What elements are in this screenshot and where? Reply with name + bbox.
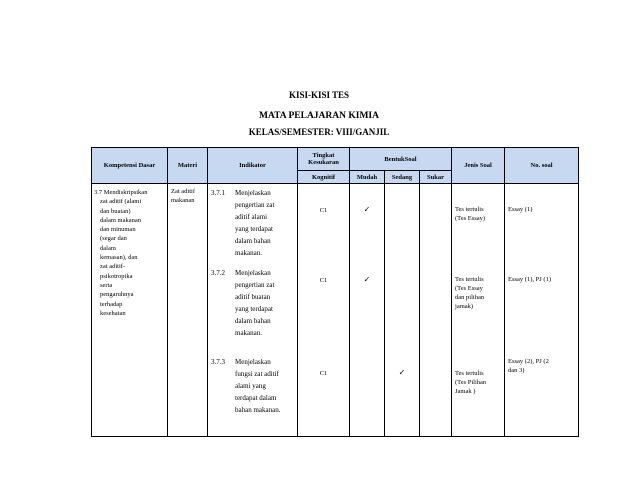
kd-line: kemasan), dan [100,254,138,262]
header-indikator: Indikator [208,148,298,184]
header-kognitif: Kognitif [298,171,350,184]
kd-line: 3.7 Mendiskripsikan [94,189,148,196]
header-kompetensi-dasar: Kompetensi Dasar [92,148,168,184]
kd-line: zat aditif (alami [100,198,142,206]
materi-line: makanan [171,196,195,204]
indikator-text [235,188,297,259]
jenis-soal-line: (Tes Essay) [455,214,486,222]
jenis-soal-line: dan pilihan [455,293,485,301]
indikator-line: yang terdapat [235,224,273,233]
kd-line: zat aditif- [100,263,126,271]
indikator-item [208,357,297,417]
jenis-soal-value [452,370,504,397]
jenis-soal-value [452,276,504,312]
jenis-soal-line: jamak) [455,302,474,310]
kd-line: terhadap [100,300,123,308]
kd-line: (segar dan [100,235,127,243]
mudah-check-mark: ✓ [363,205,371,214]
indikator-number: 3.7.2 [211,269,225,277]
no-soal-cell [505,184,579,437]
indikator-number: 3.7.3 [211,358,225,366]
jenis-soal-cell [452,184,505,437]
indikator-line: aditif buatan [235,292,271,301]
indikator-line: Menjelaskan [235,269,271,277]
materi-cell [168,184,208,437]
indikator-line: bahan makanan. [235,405,281,414]
kd-line: kesehatan [100,309,126,317]
indikator-line: Menjelaskan [235,358,271,366]
header-materi: Materi [168,148,208,184]
jenis-soal-value [452,206,504,224]
jenis-soal-line: Jamak ) [455,387,476,395]
kd-line: dan buatan) [100,207,131,215]
header-bentuk-soal: BentukSoal [350,148,452,171]
header-tingkat-kesukaran: Tingkat Kesukaran [298,148,350,171]
indikator-line: terdapat dalam [235,393,277,402]
indikator-line: yang terdapat [235,304,273,313]
jenis-soal-line: (Tes Essay [455,284,483,292]
kisi-kisi-table [91,147,579,437]
kompetensi-dasar-cell [92,184,168,437]
jenis-soal-line: Tes tertulis [455,276,484,283]
class-semester-title: KELAS/SEMESTER: VIII/GANJIL [248,127,390,137]
indikator-line: pengertian zat [235,200,275,209]
indikator-line: Menjelaskan [235,189,271,197]
jenis-soal-line: Tes tertulis [455,206,484,213]
indikator-number: 3.7.1 [211,189,225,197]
kd-line: pengaruhnya [100,291,134,299]
indikator-item [208,268,297,339]
kd-line: serta [100,281,113,289]
header-sukar: Sukar [420,171,452,184]
indikator-line: fungsi zat aditif [235,369,279,378]
header-jenis-soal: Jenis Soal [452,148,505,184]
indikator-cell [208,184,298,437]
kd-line: dalam [100,244,116,252]
kognitif-cell [298,184,350,437]
indikator-item [208,188,297,259]
indikator-line: pengertian zat [235,280,275,289]
no-soal-line: Essay (2), PJ (2 [508,358,549,365]
document-title: KISI-KISI TES [288,90,350,100]
no-soal-value [505,276,578,285]
no-soal-line: Essay (1) [508,206,533,213]
indikator-line: makanan. [235,248,263,257]
kd-line: dalam makanan [100,216,141,224]
indikator-line: alami yang [235,381,266,390]
no-soal-value [505,358,578,375]
no-soal-line: Essay (1), PJ (1) [508,276,551,283]
indikator-line: makanan. [235,328,263,337]
indikator-text [235,357,297,417]
kognitif-value: C1 [319,277,328,284]
header-mudah: Mudah [350,171,385,184]
jenis-soal-line: (Tes Pilihan [455,378,487,386]
sedang-cell [385,184,420,437]
subject-title: MATA PELAJARAN KIMIA [259,111,379,121]
materi-line: Zat aditif [171,188,196,195]
indikator-line: dalam bahan [235,236,271,245]
indikator-text [235,268,297,339]
jenis-soal-line: Tes tertulis [455,370,484,377]
indikator-line: aditif alami [235,212,268,221]
indikator-line: dalam bahan [235,316,271,325]
kognitif-value: C1 [319,207,328,214]
header-sedang: Sedang [385,171,420,184]
mudah-check-mark: ✓ [363,275,371,284]
kognitif-value: C1 [319,370,328,377]
kd-line: dan minuman [100,226,136,234]
mudah-cell [350,184,385,437]
no-soal-value [505,206,578,215]
kd-line: psikotropika [100,272,133,280]
sukar-cell [420,184,452,437]
no-soal-line: dan 3) [508,366,525,374]
header-no-soal: No. soal [505,148,579,184]
sedang-check-mark: ✓ [398,368,406,377]
